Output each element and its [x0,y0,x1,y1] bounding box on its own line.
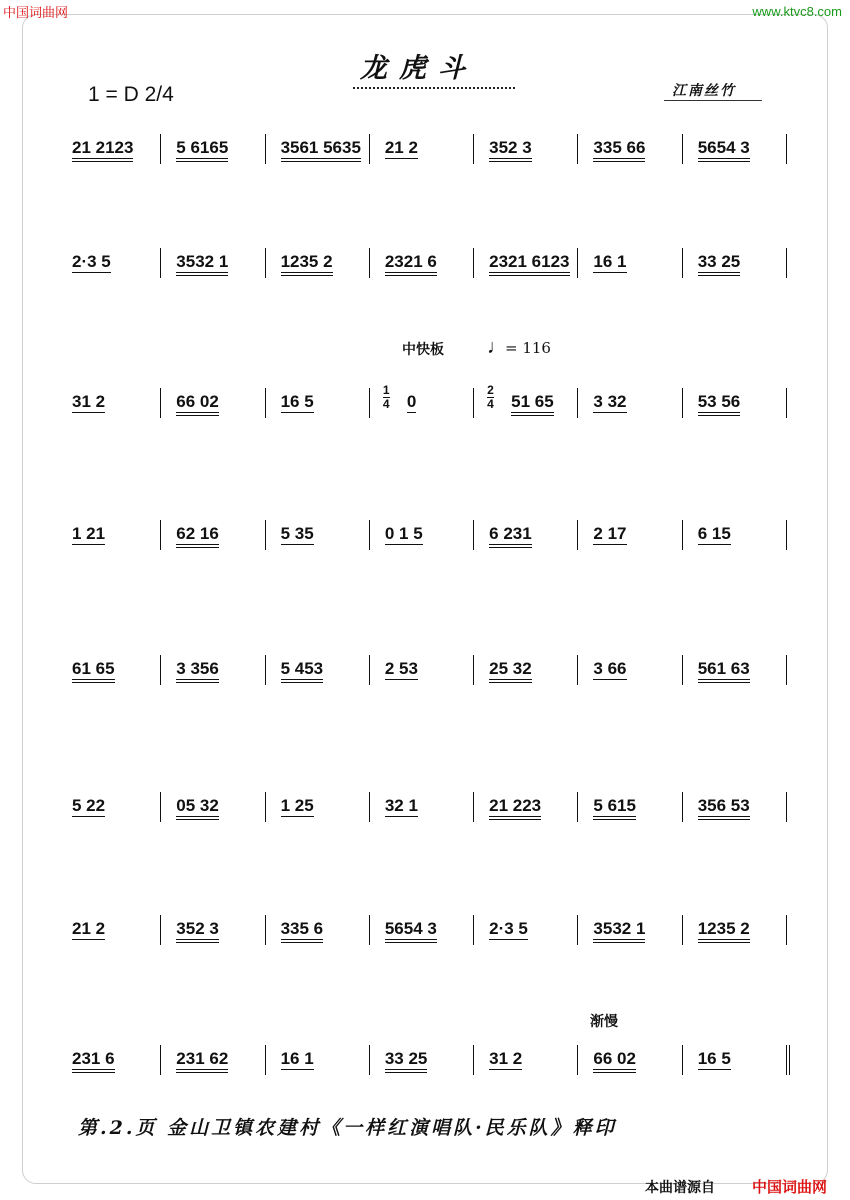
barline [160,248,161,278]
source-site: 中国词曲网 [752,1179,828,1196]
measure [373,383,477,432]
measure-notes: 33 25 [698,252,741,276]
score-row [60,383,790,432]
measure-notes: 5 453 [281,659,324,683]
barline [369,655,370,685]
measure [686,248,790,292]
score-row [60,1045,790,1089]
barline [473,248,474,278]
score-row [60,520,790,564]
barline [160,520,161,550]
measure-notes: 2·3 5 [72,252,111,271]
barline [682,655,683,685]
barline [473,520,474,550]
time-signature [383,384,390,411]
barline [265,388,266,418]
page-frame [22,14,828,1184]
measure [60,1045,164,1089]
measure-notes: 3561 5635 [281,138,361,162]
barline [786,520,787,550]
measure [581,520,685,564]
barline [473,1045,474,1075]
measure [164,792,268,836]
measure-notes: 231 6 [72,1049,115,1073]
measure-notes: 3 32 [593,392,627,411]
score-row [60,655,790,699]
ritardando-label: 渐慢 [590,1014,618,1030]
measure [269,655,373,699]
barline [473,792,474,822]
score-row [60,792,790,836]
barline [786,388,787,418]
measure-notes: 33 25 [385,1049,428,1073]
barline [682,134,683,164]
measure [686,520,790,564]
barline [473,915,474,945]
barline [682,248,683,278]
barline [160,655,161,685]
measure-notes: 6 231 [489,524,532,548]
barline [577,134,578,164]
measure [60,792,164,836]
measure [477,520,581,564]
barline [786,248,787,278]
measure-notes: 231 62 [176,1049,228,1073]
measure-notes: 32 1 [384,796,418,815]
watermark-top-left: 中国词曲网 [3,5,69,20]
barline [682,1045,683,1075]
barline [682,520,683,550]
measure [581,134,685,178]
measure-notes: 356 53 [698,796,750,820]
measure [477,792,581,836]
score-title: 龙虎斗 [360,53,477,84]
barline [577,1045,578,1075]
measure-notes: 352 3 [489,138,532,162]
measure [686,915,790,959]
measure [581,915,685,959]
barline [577,520,578,550]
barline [369,248,370,278]
measure-notes: 2321 6123 [489,252,569,276]
barline [265,915,266,945]
barline [682,915,683,945]
measure [373,248,477,292]
tempo-label: 中快板 [402,342,444,358]
barline [265,248,266,278]
barline [682,388,683,418]
measure [164,915,268,959]
quarter-note-icon: ♩ [487,336,507,358]
barline [577,915,578,945]
time-signature-denominator: 4 [382,397,390,411]
measure [269,1045,373,1089]
measure [686,388,790,432]
measure [164,248,268,292]
measure-notes: 2321 6 [385,252,437,276]
score-row [60,248,790,292]
measure [60,520,164,564]
measure-notes: 3 66 [593,659,627,678]
measure-notes: 25 32 [489,659,532,683]
measure-notes: 0 1 5 [384,524,423,543]
measure [269,520,373,564]
tempo-bpm: = 116 [505,339,551,357]
measure-notes: 5 6165 [176,138,228,162]
measure [269,792,373,836]
measure-notes: 2·3 5 [489,919,528,938]
measure-notes: 31 2 [489,1049,523,1068]
measure-notes: 2 17 [593,524,627,543]
measure-notes: 352 3 [176,919,219,943]
barline [786,134,787,164]
measure [373,915,477,959]
measure-notes: 1 25 [280,796,314,815]
barline [682,792,683,822]
genre-underline [664,100,762,101]
measure-notes: 31 2 [72,392,106,411]
measure-notes: 53 56 [698,392,741,416]
measure-notes: 5 35 [280,524,314,543]
measure [164,134,268,178]
measure [686,792,790,836]
measure-notes: 21 2 [384,138,418,157]
measure [373,134,477,178]
barline [265,1045,266,1075]
barline [577,792,578,822]
barline [473,655,474,685]
measure [60,248,164,292]
measure-notes: 3532 1 [593,919,645,943]
barline [369,520,370,550]
measure [477,915,581,959]
measure [581,655,685,699]
measure-notes: 16 5 [697,1049,731,1068]
measure-notes: 0 [406,392,417,411]
watermark-top-right: www.ktvc8.com [752,4,842,19]
measure-notes: 16 1 [280,1049,314,1068]
time-signature-denominator: 4 [487,397,494,411]
barline [369,134,370,164]
measure [164,1045,268,1089]
measure-notes: 51 65 [511,392,554,416]
barline [369,388,370,418]
measure-notes: 335 6 [281,919,324,943]
barline [265,792,266,822]
genre-label: 江南丝竹 [672,83,736,99]
barline [160,134,161,164]
barline [473,134,474,164]
measure-notes: 561 63 [698,659,750,683]
measure [60,388,164,432]
measure-notes: 1235 2 [698,919,750,943]
measure-notes: 66 02 [593,1049,636,1073]
barline [369,1045,370,1075]
measure-notes: 21 2 [72,919,106,938]
measure-notes: 5654 3 [698,138,750,162]
measure [373,655,477,699]
measure [269,134,373,178]
measure-notes: 16 1 [593,252,627,271]
barline [786,792,787,822]
score-row [60,915,790,959]
measure-notes: 335 66 [593,138,645,162]
barline [473,388,474,418]
barline [577,248,578,278]
measure [373,520,477,564]
measure [373,1045,477,1089]
measure [269,388,373,432]
measure [477,383,581,432]
measure-notes: 21 223 [489,796,541,820]
barline [369,792,370,822]
barline [160,1045,161,1075]
barline [265,134,266,164]
measure [477,134,581,178]
measure [581,248,685,292]
barline [160,915,161,945]
measure [686,655,790,699]
measure [477,655,581,699]
measure [164,520,268,564]
measure [477,248,581,292]
barline [160,388,161,418]
measure [60,915,164,959]
measure [581,1045,685,1089]
measure [581,792,685,836]
measure [60,134,164,178]
key-signature: 1 = D 2/4 [88,83,174,106]
barline [265,655,266,685]
measure-notes: 5 22 [72,796,106,815]
measure [686,1045,790,1089]
barline [160,792,161,822]
time-signature-numerator: 1 [382,383,390,397]
barline [786,1045,790,1075]
measure-notes: 05 32 [176,796,219,820]
measure-notes: 6 15 [697,524,731,543]
barline [786,655,787,685]
footer-text: 第.2.页 金山卫镇农建村《一样红演唱队·民乐队》释印 [78,1117,617,1139]
score-row [60,134,790,178]
measure-notes: 5654 3 [385,919,437,943]
measure [686,134,790,178]
barline [577,655,578,685]
source-label: 本曲谱源自 [645,1179,715,1195]
measure [164,655,268,699]
measure [60,655,164,699]
measure-notes: 1 21 [72,524,106,543]
measure-notes: 62 16 [176,524,219,548]
time-signature [487,384,494,411]
measure [269,915,373,959]
measure-notes: 2 53 [384,659,418,678]
measure [373,792,477,836]
measure-notes: 3 356 [176,659,219,683]
time-signature-numerator: 2 [487,383,494,397]
barline [577,388,578,418]
measure [581,388,685,432]
measure-notes: 3532 1 [176,252,228,276]
measure-notes: 1235 2 [281,252,333,276]
measure-notes: 21 2123 [72,138,133,162]
barline [786,915,787,945]
measure-notes: 16 5 [280,392,314,411]
measure-notes: 5 615 [593,796,636,820]
title-underline [353,87,515,89]
measure [164,388,268,432]
measure-notes: 61 65 [72,659,115,683]
measure-notes: 66 02 [176,392,219,416]
measure [269,248,373,292]
barline [265,520,266,550]
barline [369,915,370,945]
measure [477,1045,581,1089]
